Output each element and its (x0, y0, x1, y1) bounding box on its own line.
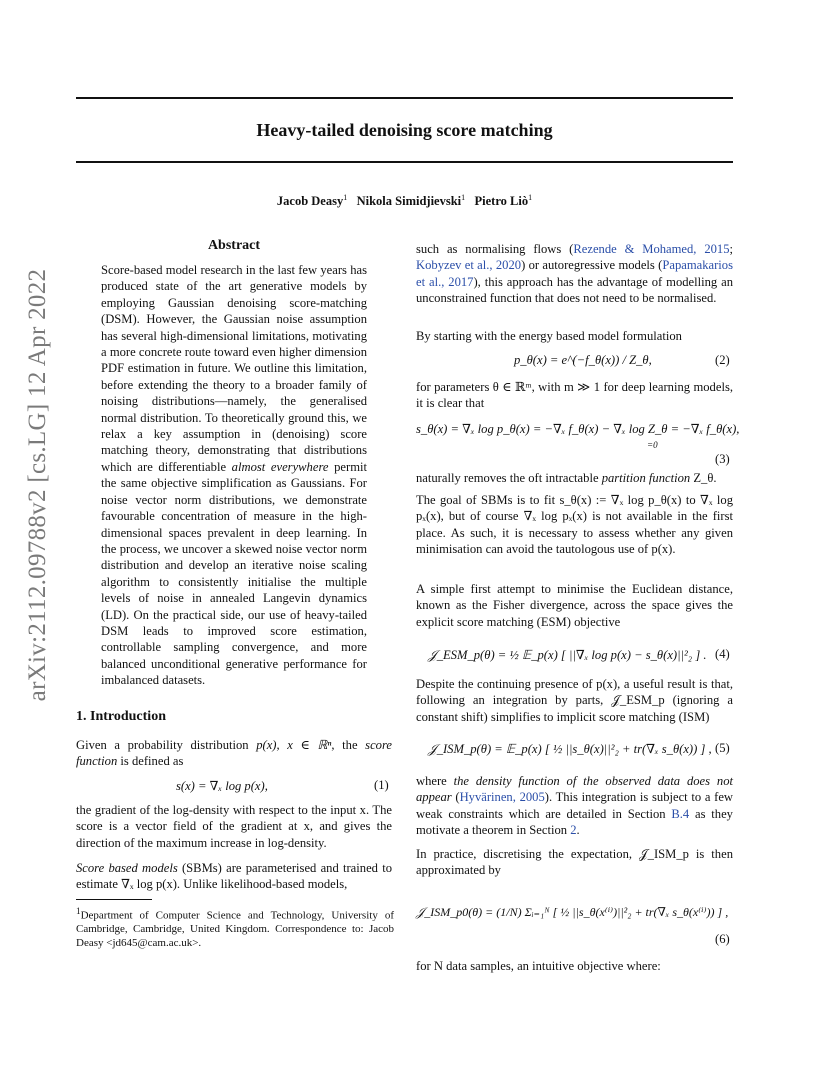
section-heading-introduction: 1. Introduction (76, 709, 166, 724)
equation-3: s_θ(x) = ∇ₓ log p_θ(x) = −∇ₓ f_θ(x) − ∇ₓ log Z_θ = −∇ₓ f_θ(x), (416, 422, 740, 436)
body-text: A simple first attempt to minimise the Euclidean distance, known as the Fisher divergence, across the space gives the explicit score matching (ESM) objective (416, 582, 733, 629)
body-text: for parameters θ ∈ ℝᵐ, with m ≫ 1 for deep learning models, it is clear that (416, 380, 733, 411)
right-paragraph-1 (416, 241, 733, 307)
title-rule-top (76, 97, 733, 99)
right-paragraph-3 (416, 379, 733, 412)
body-text: ). This integration is subject to a few weak constraints which are detailed in Section (416, 790, 734, 821)
body-text: such as normalising flows ( (416, 242, 574, 256)
abstract-text-2: permit the same objective simplification as Gaussians. For noise vector norm distributions, we demonstrate favourable concentration of measure in the high-dimensional spaces prevalent in deep learning. In the process, we uncover a skewed noise vector norm distribution and develop an iterative noise scaling algorithm to consistently initialise the multiple levels of noise in annealed Langevin dynamics (LD). On the practical side, our use of heavy-tailed DSM leads to improved score estimation, controllable sampling convergence, and more balanced unconditional generative performance for imbalanced datasets. (101, 459, 367, 688)
equation-3-underbrace: =0 (647, 440, 658, 450)
body-text: ; (729, 242, 734, 256)
equation-5-number: (5) (715, 741, 730, 755)
footnote-mark: 1 (76, 906, 81, 916)
right-paragraph-9 (416, 846, 733, 879)
intro-emphasis: Score based models (76, 861, 178, 875)
right-paragraph-2 (416, 328, 733, 344)
citation-link[interactable]: Rezende & Mohamed, 2015 (573, 242, 730, 256)
equation-2-number: (2) (715, 353, 730, 367)
right-paragraph-8 (416, 773, 733, 839)
equation-4-number: (4) (715, 647, 730, 661)
author-1-affil: 1 (343, 193, 348, 202)
right-paragraph-7 (416, 676, 733, 725)
arxiv-id: arXiv:2112.09788v2 [cs.LG] 12 Apr 2022 (24, 268, 51, 702)
intro-text: the gradient of the log-density with respect to the input x. The score is a vector field of the gradient at x, and gives the direction of the maximum increase in log-density. (76, 803, 392, 850)
intro-paragraph-1 (76, 737, 392, 770)
equation-5: 𝒥_ISM_p(θ) = 𝔼_p(x) [ ½ ||s_θ(x)||²₂ + tr(∇ₓ s_θ(x)) ] , (428, 742, 712, 756)
author-2-affil: 1 (461, 193, 466, 202)
author-2: Nikola Simidjievski (356, 194, 462, 209)
body-emphasis: partition function (601, 471, 691, 485)
right-paragraph-5 (416, 492, 733, 558)
equation-2: p_θ(x) = e^(−f_θ(x)) / Z_θ, (514, 353, 652, 367)
equation-1-number: (1) (374, 778, 389, 792)
equation-4: 𝒥_ESM_p(θ) = ½ 𝔼_p(x) [ ||∇ₓ log p(x) − s_θ(x)||²₂ ] . (428, 648, 707, 662)
right-paragraph-10 (416, 958, 733, 974)
intro-text: (SBMs) are parameterised and trained to estimate ∇ₓ log p(x). Unlike likelihood-based models, (76, 861, 392, 892)
right-paragraph-4 (416, 470, 733, 486)
body-text: Despite the continuing presence of p(x), a useful result is that, following an integration by parts, 𝒥_ESM_p (ignoring a constant shift) simplifies to implicit score matching (ISM) (416, 677, 733, 724)
arxiv-sidebar (18, 268, 58, 702)
intro-math: p(x), x ∈ ℝⁿ (256, 738, 332, 752)
citation-link[interactable]: Papamakarios et al., 2017 (416, 258, 733, 289)
body-text: Z_θ. (690, 471, 717, 485)
author-list (76, 193, 733, 209)
author-3: Pietro Liò (474, 194, 529, 209)
paper-title: Heavy-tailed denoising score matching (256, 120, 553, 140)
footnote-rule (76, 899, 152, 900)
body-text: By starting with the energy based model formulation (416, 329, 682, 343)
body-text: ( (451, 790, 460, 805)
section-ref-link[interactable]: 2 (570, 823, 577, 838)
abstract-heading: Abstract (207, 238, 261, 253)
abstract-text-1: Score-based model research in the last few years has produced state of the art generative models by employing Gaussian denoising score-matching (DSM). However, the Gaussian noise assumption has several high-dimensional limitations, motivating a more concrete route toward even higher dimension PDF estimation in future. We outline this limitation, before extending the theory to a broader family of noising distributions—namely, the generalised normal distribution. To theoretically ground this, we relax a key assumption in (denoising) score matching theory, demonstrating that distributions which are differentiable (101, 263, 367, 474)
intro-text: Given a probability distribution (76, 738, 257, 752)
body-emphasis: the density function of the observed data does not appear (416, 774, 733, 805)
equation-6: 𝒥_ISM_p0(θ) = (1/N) Σᵢ₌₁ᴺ [ ½ ||s_θ(x⁽ⁱ⁾)||²₂ + tr(∇ₓ s_θ(x⁽ⁱ⁾)) ] , (416, 905, 729, 919)
body-text: . (576, 823, 580, 838)
body-text: for N data samples, an intuitive objective where: (416, 959, 661, 973)
title-rule-bottom (76, 161, 733, 163)
right-paragraph-6 (416, 581, 733, 630)
abstract-emphasis: almost everywhere (231, 459, 329, 474)
intro-paragraph-3 (76, 860, 392, 893)
body-text: where (416, 774, 454, 788)
citation-link[interactable]: Hyvärinen, 2005 (459, 790, 545, 805)
body-text: The goal of SBMs is to fit s_θ(x) := ∇ₓ log p_θ(x) to ∇ₓ log pₓ(x), but of course ∇ₓ log pₓ(x) is not available in the first place. As such, it is necessary to assess whether any given minimisation can avoid the tautologous use of p(x). (416, 493, 733, 557)
body-text: ), this approach has the advantage of modelling an unconstrained function that does not need to be normalised. (416, 274, 733, 306)
intro-text: is defined as (117, 754, 184, 769)
equation-1: s(x) = ∇ₓ log p(x), (176, 779, 268, 793)
body-text: naturally removes the oft intractable (416, 471, 602, 485)
body-text: ) or autoregressive models ( (521, 258, 663, 273)
intro-paragraph-2 (76, 802, 392, 851)
footnote (76, 905, 394, 950)
equation-6-number: (6) (715, 932, 730, 946)
abstract-body (101, 262, 367, 689)
body-text: as they motivate a theorem in Section (416, 806, 733, 838)
equation-3-number: (3) (715, 452, 730, 466)
author-1: Jacob Deasy (276, 194, 344, 209)
section-ref-link[interactable]: B.4 (671, 806, 690, 821)
intro-text: , the (331, 738, 366, 752)
citation-link[interactable]: Kobyzev et al., 2020 (416, 258, 522, 273)
intro-emphasis: score function (76, 738, 392, 769)
body-text: In practice, discretising the expectation, 𝒥_ISM_p is then approximated by (416, 847, 733, 878)
author-3-affil: 1 (528, 193, 533, 202)
footnote-text: Department of Computer Science and Technology, University of Cambridge, Cambridge, United Kingdom. Correspondence to: Jacob Deasy <jd645@cam.ac.uk>. (76, 909, 394, 949)
